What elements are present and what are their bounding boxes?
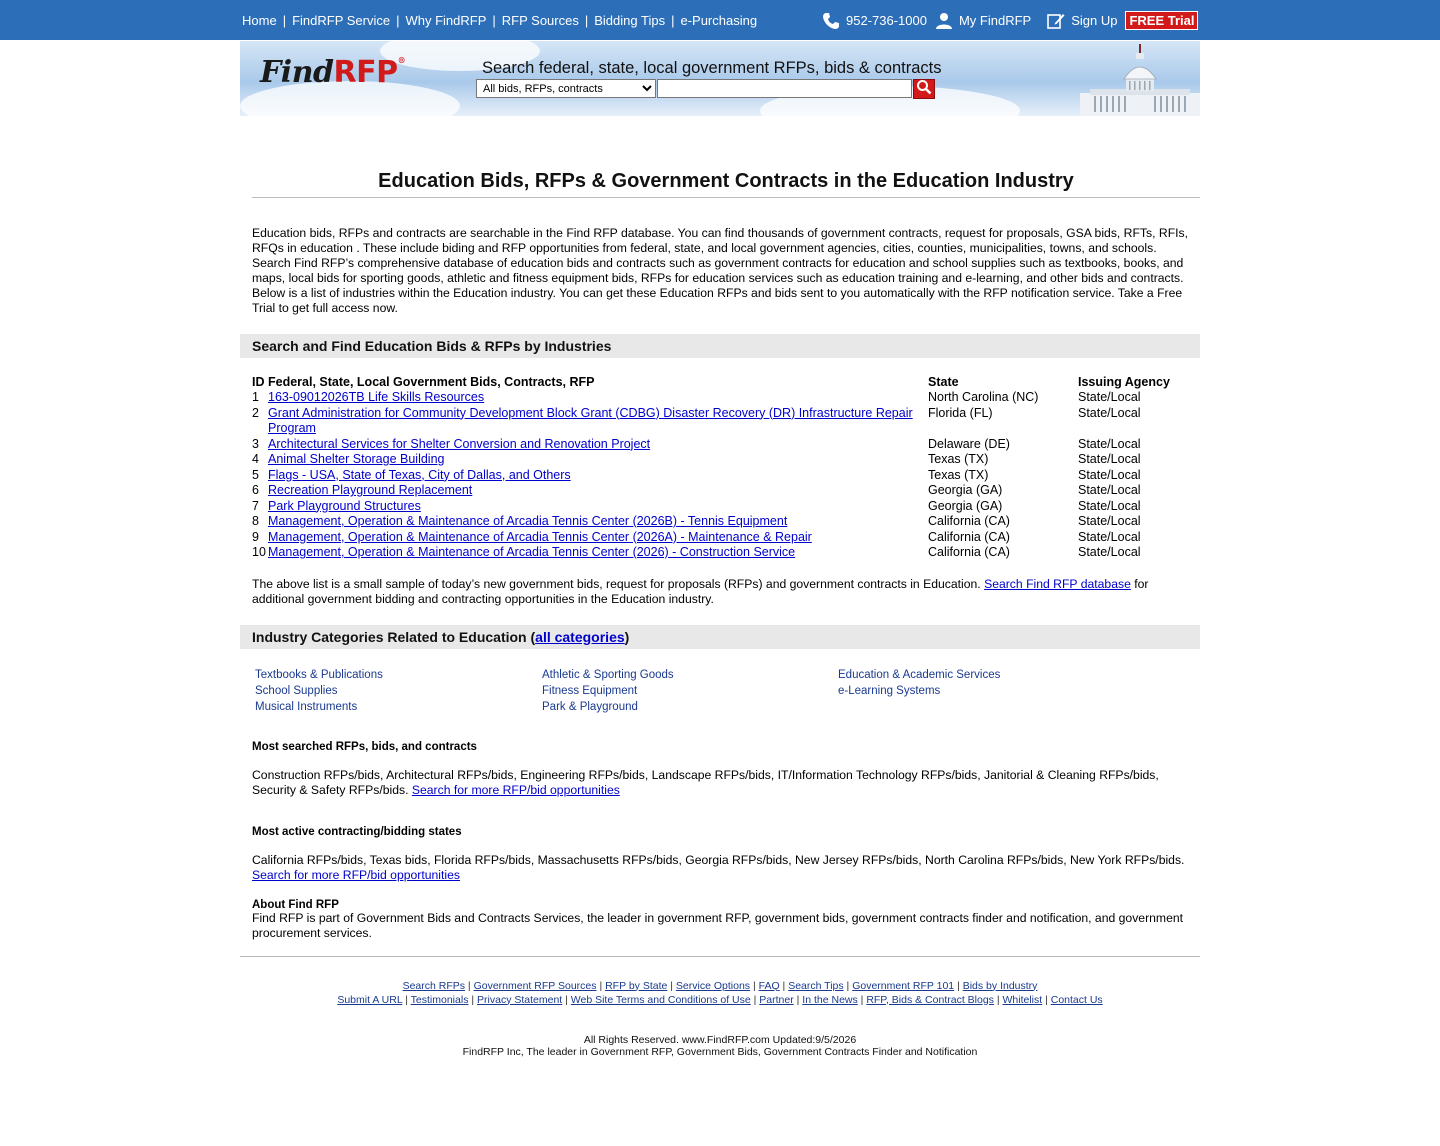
bids-note-text: The above list is a small sample of today’s new government bids, request for proposals (RFPs) and government contracts in Education. bbox=[252, 576, 985, 591]
nav-e-purchasing-link[interactable]: e-Purchasing bbox=[680, 13, 758, 28]
bid-id: 8 bbox=[252, 514, 259, 528]
category-links-grid bbox=[255, 669, 1200, 713]
bid-agency: State/Local bbox=[1078, 436, 1141, 451]
footer-link[interactable]: Partner bbox=[759, 993, 794, 1006]
sign-up-link[interactable]: Sign Up bbox=[1071, 13, 1118, 28]
bids-note bbox=[252, 577, 1192, 607]
bid-agency: State/Local bbox=[1078, 452, 1141, 466]
bid-state: California (CA) bbox=[928, 545, 1010, 559]
bids-table bbox=[252, 374, 1192, 561]
footer-link[interactable]: Web Site Terms and Conditions of Use bbox=[570, 993, 751, 1006]
company-tagline: FindRFP Inc, The leader in Government RFP, Government Bids, Government Contracts Finder and Notification bbox=[462, 1045, 978, 1058]
bid-state: Texas (TX) bbox=[928, 452, 989, 466]
category-link-elearning[interactable]: e-Learning Systems bbox=[838, 684, 941, 697]
footer-link[interactable]: Government RFP 101 bbox=[852, 979, 955, 992]
bid-title-link[interactable]: Management, Operation & Maintenance of Arcadia Tennis Center (2026B) - Tennis Equipment bbox=[268, 514, 788, 528]
bid-agency: State/Local bbox=[1078, 514, 1141, 528]
bid-title-link[interactable]: Park Playground Structures bbox=[268, 498, 421, 513]
table-row bbox=[252, 530, 1192, 546]
bid-agency: State/Local bbox=[1078, 405, 1141, 420]
column-header-agency: Issuing Agency bbox=[1078, 375, 1170, 389]
bid-title-link[interactable]: Flags - USA, State of Texas, City of Dallas, and Others bbox=[268, 467, 571, 482]
search-caption: Search federal, state, local government RFPs, bids & contracts bbox=[482, 59, 942, 77]
bid-title-link[interactable]: 163-09012026TB Life Skills Resources bbox=[268, 390, 485, 404]
footer-link[interactable]: Contact Us bbox=[1050, 993, 1103, 1006]
my-findrfp-link[interactable]: My FindRFP bbox=[958, 13, 1032, 28]
search-input[interactable] bbox=[657, 79, 912, 98]
footer-link[interactable]: Service Options bbox=[675, 979, 751, 992]
bid-id: 9 bbox=[252, 529, 259, 544]
bid-title-link[interactable]: Grant Administration for Community Development Block Grant (CDBG) Disaster Recovery (DR) Infrastructure Repair Program bbox=[268, 405, 913, 435]
more-opportunities-link[interactable]: Search for more RFP/bid opportunities bbox=[411, 782, 620, 797]
nav-separator: | bbox=[396, 13, 400, 28]
more-opportunities-link[interactable]: Search for more RFP/bid opportunities bbox=[252, 867, 460, 882]
bid-id: 4 bbox=[252, 452, 259, 466]
search-button[interactable] bbox=[913, 79, 935, 99]
intro-paragraph: Education bids, RFPs and contracts are searchable in the Find RFP database. You can find thousands of government contracts, request for proposals, GSA bids, RFTs, RFIs, RFQs in education . These include biding and RFP opportunities from federal, state, and local government agencies, cities, counties, municipalities, towns, and schools. Search Find RFP’s comprehensive database of education bids and contracts such as government contracts for education and school supplies such as textbooks, books, and maps, local bids for sporting goods, athletic and fitness equipment bids, RFPs for education services such as education training and e-learning, and other bids and contracts. Below is a list of industries within the Education industry. You can get these Education RFPs and bids sent to you automatically with the RFP notification service. Take a Free Trial to get full access now. bbox=[252, 226, 1188, 315]
table-row bbox=[252, 437, 1192, 453]
free-trial-button[interactable]: FREE Trial bbox=[1125, 11, 1198, 30]
footer-link[interactable]: RFP, Bids & Contract Blogs bbox=[866, 993, 994, 1006]
categories-heading-prefix: Industry Categories Related to Education ( bbox=[252, 628, 536, 645]
search-database-link[interactable]: Search Find RFP database bbox=[984, 576, 1131, 591]
bids-table-header-row bbox=[252, 374, 1192, 390]
nav-home-link[interactable]: Home bbox=[242, 13, 277, 28]
main-content bbox=[240, 170, 1200, 1058]
table-row bbox=[252, 406, 1192, 437]
bids-section-heading: Search and Find Education Bids & RFPs by Industries bbox=[240, 334, 1200, 358]
table-row bbox=[252, 390, 1192, 406]
header-banner bbox=[240, 41, 1200, 116]
category-link-textbooks[interactable]: Textbooks & Publications bbox=[255, 668, 383, 681]
table-row bbox=[252, 545, 1192, 561]
footer-link[interactable]: RFP by State bbox=[605, 979, 668, 992]
nav-separator: | bbox=[282, 13, 287, 28]
bid-agency: State/Local bbox=[1078, 545, 1141, 559]
most-active-text: California RFPs/bids, Texas bids, Florida RFPs/bids, Massachusetts RFPs/bids, Georgia RFPs/bids, New Jersey RFPs/bids, North Carolina RFPs/bids, New York RFPs/bids. bbox=[252, 852, 1185, 867]
bid-agency: State/Local bbox=[1078, 467, 1141, 482]
nav-bidding-tips-link[interactable]: Bidding Tips bbox=[594, 13, 666, 28]
bid-state: California (CA) bbox=[928, 514, 1010, 528]
bid-state: California (CA) bbox=[928, 529, 1010, 544]
bid-id: 10 bbox=[252, 545, 266, 559]
bid-title-link[interactable]: Management, Operation & Maintenance of Arcadia Tennis Center (2026) - Construction Service bbox=[268, 545, 796, 559]
bid-agency: State/Local bbox=[1078, 529, 1141, 544]
nav-separator: | bbox=[584, 13, 589, 28]
bid-id: 6 bbox=[252, 483, 259, 497]
bid-id: 5 bbox=[252, 467, 259, 482]
nav-findrfp-service-link[interactable]: FindRFP Service bbox=[292, 13, 391, 28]
category-link-athletic[interactable]: Athletic & Sporting Goods bbox=[542, 668, 674, 681]
bid-agency: State/Local bbox=[1078, 498, 1141, 513]
column-header-state: State bbox=[928, 375, 959, 389]
bid-title-link[interactable]: Management, Operation & Maintenance of Arcadia Tennis Center (2026A) - Maintenance & Repair bbox=[268, 529, 812, 544]
column-header-id: ID bbox=[252, 375, 265, 389]
footer-link[interactable]: Testimonials bbox=[410, 993, 469, 1006]
footer-links bbox=[240, 979, 1200, 1007]
bid-state: Georgia (GA) bbox=[928, 498, 1003, 513]
most-searched-paragraph bbox=[252, 768, 1192, 798]
footer-links-row: Search RFPs | Government RFP Sources | RFP by State | Service Options | FAQ | Search Tips | Government RFP 101 | Bids by Industry bbox=[402, 979, 1038, 992]
phone-number-link[interactable]: 952-736-1000 bbox=[846, 13, 927, 28]
footer-link[interactable]: In the News bbox=[802, 993, 858, 1006]
bid-id: 2 bbox=[252, 405, 259, 420]
footer-link[interactable]: Search Tips bbox=[788, 979, 844, 992]
bid-state: Georgia (GA) bbox=[928, 483, 1003, 497]
category-link-education-services[interactable]: Education & Academic Services bbox=[838, 668, 1001, 681]
category-link-fitness[interactable]: Fitness Equipment bbox=[542, 684, 638, 697]
footer-link[interactable]: Submit A URL bbox=[337, 993, 403, 1006]
top-nav-links bbox=[242, 13, 757, 28]
bid-title-link[interactable]: Architectural Services for Shelter Conversion and Renovation Project bbox=[268, 436, 651, 451]
bid-state: Florida (FL) bbox=[928, 405, 993, 420]
phone-icon bbox=[822, 12, 840, 30]
search-icon bbox=[916, 79, 932, 100]
nav-separator: | bbox=[671, 13, 675, 28]
footer-link[interactable]: Bids by Industry bbox=[962, 979, 1038, 992]
page-title: Education Bids, RFPs & Government Contracts in the Education Industry bbox=[252, 170, 1200, 198]
copyright-line: All Rights Reserved. www.FindRFP.com Updated:9/5/2026 bbox=[583, 1033, 857, 1046]
copyright-block bbox=[240, 1034, 1200, 1058]
category-link-musical-instruments[interactable]: Musical Instruments bbox=[255, 700, 358, 713]
top-navigation-bar bbox=[0, 0, 1440, 40]
search-category-select[interactable] bbox=[476, 79, 656, 98]
bid-title-link[interactable]: Recreation Playground Replacement bbox=[268, 483, 473, 497]
table-row bbox=[252, 499, 1192, 515]
bid-id: 1 bbox=[252, 390, 259, 404]
findrfp-logo[interactable] bbox=[260, 55, 405, 90]
bid-state: Texas (TX) bbox=[928, 467, 989, 482]
table-row bbox=[252, 468, 1192, 484]
all-categories-link[interactable]: all categories bbox=[535, 628, 625, 645]
user-icon bbox=[935, 12, 953, 30]
bid-agency: State/Local bbox=[1078, 483, 1141, 497]
most-searched-heading: Most searched RFPs, bids, and contracts bbox=[252, 740, 477, 753]
top-right-actions bbox=[822, 11, 1198, 30]
edit-signup-icon bbox=[1047, 12, 1065, 30]
bid-agency: State/Local bbox=[1078, 390, 1141, 404]
about-paragraph: Find RFP is part of Government Bids and Contracts Services, the leader in government RFP, government bids, government contracts finder and notification, and government procurement services. bbox=[252, 910, 1184, 940]
capitol-building-image bbox=[1080, 41, 1200, 116]
footer-link[interactable]: Privacy Statement bbox=[477, 993, 563, 1006]
table-row bbox=[252, 514, 1192, 530]
bid-id: 7 bbox=[252, 498, 259, 513]
logo-registered-mark: ® bbox=[397, 55, 406, 65]
bid-title-link[interactable]: Animal Shelter Storage Building bbox=[268, 452, 445, 466]
footer-links-row: Submit A URL | Testimonials | Privacy Statement | Web Site Terms and Conditions of Use | Partner | In the News | RFP, Bids & Contract Blogs | Whitelist | Contact Us bbox=[337, 993, 1103, 1006]
categories-section-heading bbox=[240, 625, 1200, 649]
nav-separator: | bbox=[492, 13, 496, 28]
most-active-paragraph bbox=[252, 853, 1192, 883]
most-active-heading: Most active contracting/bidding states bbox=[252, 825, 462, 838]
footer-link[interactable]: Government RFP Sources bbox=[473, 979, 597, 992]
column-header-title: Federal, State, Local Government Bids, Contracts, RFP bbox=[268, 375, 595, 389]
most-searched-text: Construction RFPs/bids, Architectural RFPs/bids, Engineering RFPs/bids, Landscape RFPs/bids, IT/Information Technology RFPs/bids, Janitorial & Cleaning RFPs/bids, Security & Safety RFPs/bids. bbox=[252, 767, 1159, 797]
about-heading: About Find RFP bbox=[252, 898, 339, 911]
bid-state: North Carolina (NC) bbox=[928, 390, 1039, 404]
table-row bbox=[252, 452, 1192, 468]
footer-link[interactable]: Whitelist bbox=[1002, 993, 1043, 1006]
footer-link[interactable]: FAQ bbox=[758, 979, 780, 992]
logo-rfp-text: RFP bbox=[333, 55, 398, 90]
bid-state: Delaware (DE) bbox=[928, 436, 1010, 451]
category-link-school-supplies[interactable]: School Supplies bbox=[255, 684, 338, 697]
nav-rfp-sources-link[interactable]: RFP Sources bbox=[501, 13, 579, 28]
categories-heading-suffix: ) bbox=[624, 628, 630, 645]
table-row bbox=[252, 483, 1192, 499]
bids-note-tail: for additional government bidding and contracting opportunities in the Education industry. bbox=[252, 576, 1149, 606]
logo-find-text: Find bbox=[260, 55, 334, 90]
footer-divider bbox=[240, 956, 1200, 957]
nav-why-findrfp-link[interactable]: Why FindRFP bbox=[405, 13, 487, 28]
category-link-park-playground[interactable]: Park & Playground bbox=[542, 700, 638, 713]
footer-link[interactable]: Search RFPs bbox=[402, 979, 466, 992]
bid-id: 3 bbox=[252, 436, 259, 451]
